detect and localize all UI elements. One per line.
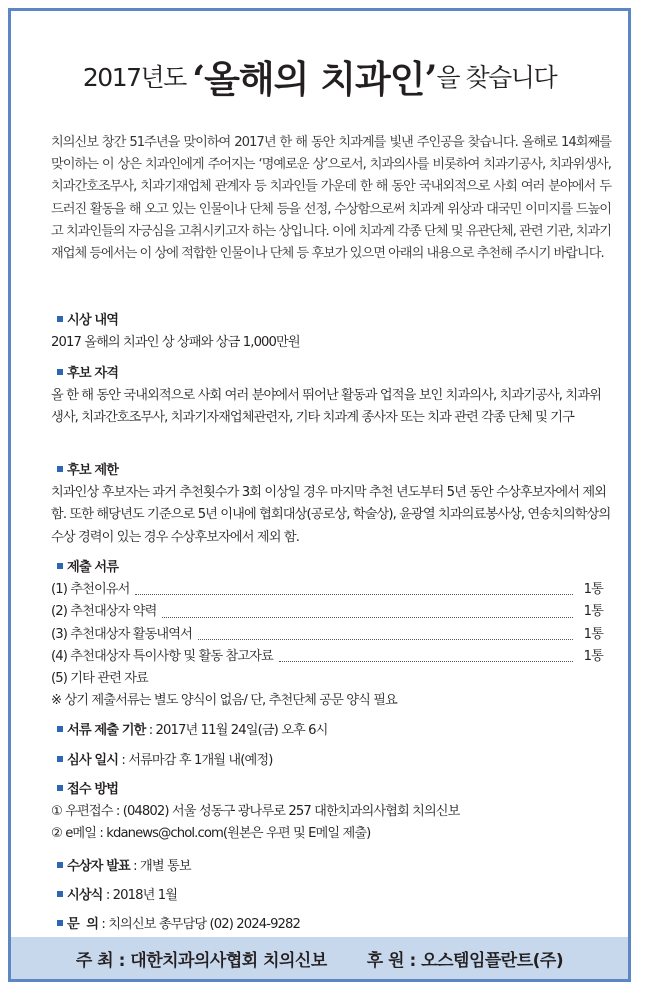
footer-sponsor: 후 원 : 오스템임플란트(주) [366, 950, 564, 971]
bullet-square-icon [57, 466, 63, 472]
section-qualification [51, 363, 611, 430]
contact-heading: 문 의 [67, 917, 99, 932]
section-award [51, 310, 611, 354]
bullet-square-icon [57, 369, 63, 375]
bullet-square-icon [57, 891, 63, 897]
notice-frame [8, 8, 631, 982]
bullet-square-icon [57, 862, 63, 868]
section-submit [51, 779, 611, 846]
submit-heading: 접수 방법 [67, 782, 119, 797]
document-item [51, 624, 611, 646]
title-main: ‘올해의 치과인’ [192, 57, 437, 101]
review-heading: 심사 일시 [67, 753, 119, 768]
document-item-5: (5) 기타 관련 자료 [51, 671, 148, 687]
submit-email: ② e메일 : kdanews@chol.com(원본은 우편 및 E메일 제출) [51, 826, 371, 842]
title-prefix: 2017년도 [82, 63, 193, 92]
document-item [51, 646, 611, 668]
footer-bar [11, 937, 628, 979]
section-documents [51, 557, 611, 712]
document-item-count: 1통 [583, 626, 603, 642]
document-item-label: (4) 추천대상자 특이사항 및 활동 참고자료 [51, 648, 273, 664]
title-suffix: 을 찾습니다 [436, 63, 557, 92]
ceremony-heading: 시상식 [67, 888, 103, 903]
footer-host: 주 최 : 대한치과의사협회 치의신보 [75, 950, 327, 971]
restriction-text: 치과인상 후보자는 과거 추천횟수가 3회 이상일 경우 마지막 추천 년도부터 5년 동안 수상후보자에서 제외함. 또한 해당년도 기준으로 5년 이내에 협회대상(공로상, 학술상), 윤광열 치과의료봉사상, 연송치의학상의 수상 경력이 있는 경우 수상후보자에서 제외 함. [51, 485, 611, 545]
section-deadline [51, 720, 611, 742]
deadline-text: : 2017년 11월 24일(금) 오후 6시 [145, 723, 328, 738]
section-review [51, 750, 611, 772]
contact-text: : 치의신보 총무담당 (02) 2024-9282 [98, 917, 301, 932]
bullet-square-icon [57, 920, 63, 926]
bullet-square-icon [57, 756, 63, 762]
document-item-label: (3) 추천대상자 활동내역서 [51, 626, 192, 642]
announce-heading: 수상자 발표 [67, 859, 130, 874]
document-item [51, 579, 611, 601]
page-title [11, 49, 628, 103]
section-restriction [51, 460, 611, 549]
announce-text: : 개별 통보 [129, 859, 191, 874]
bullet-square-icon [57, 563, 63, 569]
submit-mail: ① 우편접수 : (04802) 서울 성동구 광나루로 257 대한치과의사협회 치의신보 [51, 804, 460, 820]
documents-note: ※ 상기 제출서류는 별도 양식이 없음/ 단, 추천단체 공문 양식 필요 [51, 693, 397, 709]
document-item-count: 1통 [583, 582, 603, 598]
bullet-square-icon [57, 726, 63, 732]
intro-paragraph: 치의신보 창간 51주년을 맞이하여 2017년 한 해 동안 치과계를 빛낸 주인공을 찾습니다. 올해로 14회째를 맞이하는 이 상은 치과인에게 주어지는 ‘명예로운 상’으로서, 치과의사를 비롯하여 치과기공사, 치과위생사, 치과간호조무사, 치과기재업체 관계자 등 치과인들 가운데 한 해 동안 국내외적으로 사회 여러 분야에서 두드러진 활동을 해 오고 있는 인물이나 단체 등을 선정, 수상함으로써 치과계 위상과 대국민 이미지를 드높이고 치과인들의 자긍심을 고취시키고자 하는 상입니다. 이에 치과계 각종 단체 및 유관단체, 관련 기관, 치과기재업체 등에서는 이 상에 적합한 인물이나 단체 등 후보가 있으면 아래의 내용으로 추천해 주시기 바랍니다. [51, 135, 611, 262]
review-text: : 서류마감 후 1개월 내(예정) [118, 753, 273, 768]
section-contact [51, 914, 611, 936]
document-item-label: (2) 추천대상자 약력 [51, 604, 157, 620]
award-heading: 시상 내역 [67, 313, 119, 328]
bullet-square-icon [57, 785, 63, 791]
bullet-square-icon [57, 316, 63, 322]
section-ceremony [51, 885, 611, 907]
document-item-count: 1통 [583, 648, 603, 664]
deadline-heading: 서류 제출 기한 [67, 723, 146, 738]
documents-heading: 제출 서류 [67, 560, 119, 575]
document-item-count: 1통 [583, 604, 603, 620]
document-item [51, 601, 611, 623]
qualification-heading: 후보 자격 [67, 366, 119, 381]
ceremony-text: : 2018년 1월 [102, 888, 178, 903]
document-item-label: (1) 추천이유서 [51, 582, 130, 598]
restriction-heading: 후보 제한 [67, 463, 119, 478]
qualification-text: 올 한 해 동안 국내외적으로 사회 여러 분야에서 뛰어난 활동과 업적을 보인 치과의사, 치과기공사, 치과위생사, 치과간호조무사, 치과기자재업체관련자, 기타 치과계 종사자 또는 치과 관련 각종 단체 및 기구 [51, 388, 601, 426]
section-announce [51, 856, 611, 878]
award-text: 2017 올해의 치과인 상 상패와 상금 1,000만원 [51, 335, 300, 351]
